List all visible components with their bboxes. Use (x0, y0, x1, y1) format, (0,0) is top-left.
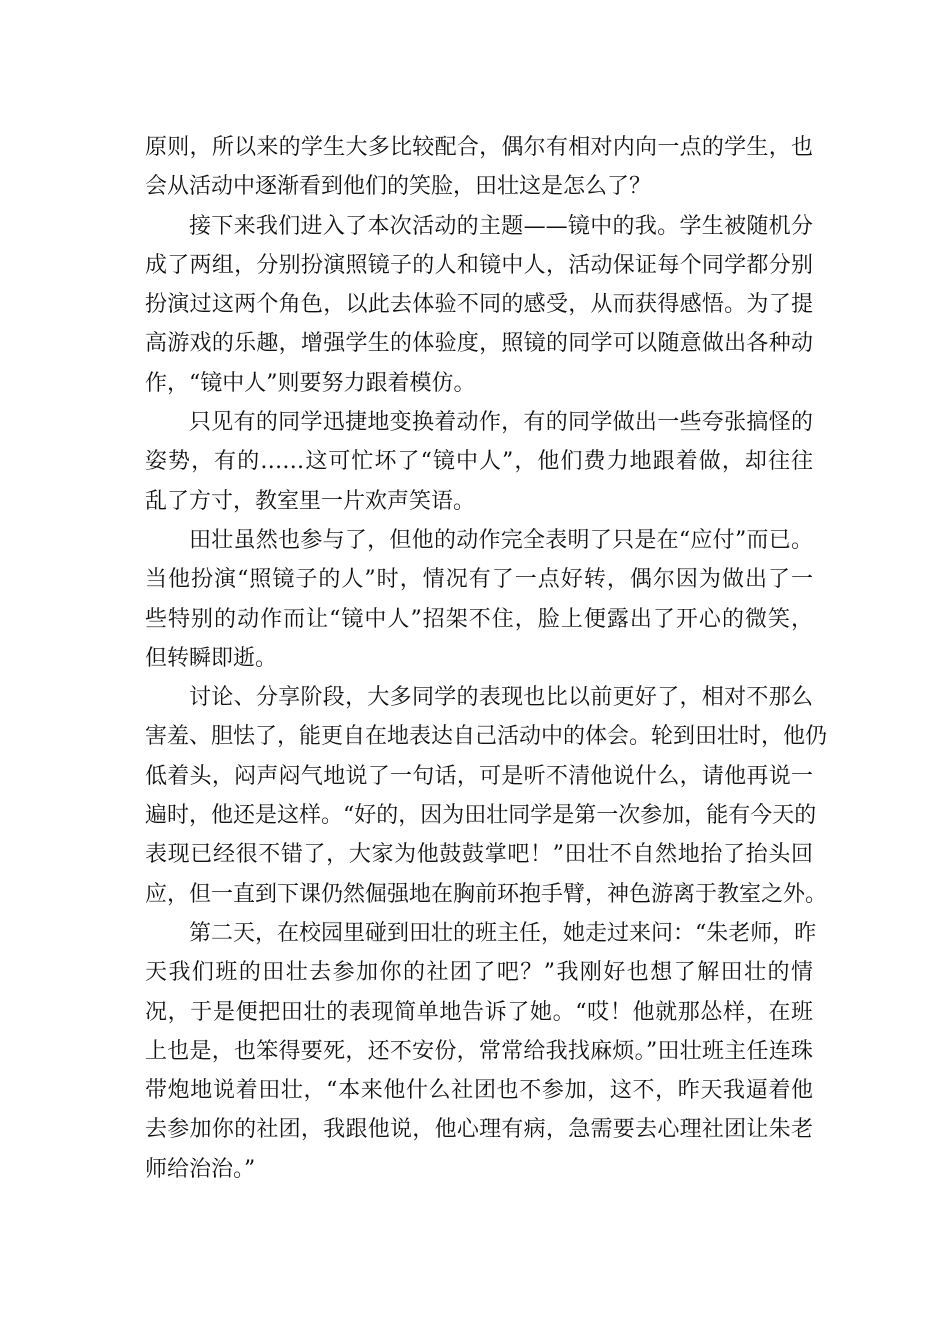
text-line: 况，于是便把田壮的表现简单地告诉了她。“哎！他就那怂样，在班 (145, 999, 813, 1025)
text-line: 只见有的同学迅捷地变换着动作，有的同学做出一些夸张搞怪的 (189, 410, 813, 436)
text-line: 作，“镜中人”则要努力跟着模仿。 (145, 370, 476, 396)
text-line: 遍时，他还是这样。“好的，因为田壮同学是第一次参加，能有今天的 (145, 803, 817, 829)
text-line: 扮演过这两个角色，以此去体验不同的感受，从而获得感悟。为了提 (145, 292, 813, 318)
text-line: 带炮地说着田壮，“本来他什么社团也不参加，这不，昨天我逼着他 (145, 1078, 813, 1104)
text-line: 害羞、胆怯了，能更自在地表达自己活动中的体会。轮到田壮时，他仍 (145, 724, 828, 750)
text-line: 成了两组，分别扮演照镜子的人和镜中人，活动保证每个同学都分别 (145, 252, 813, 278)
text-line: 师给治治。” (145, 1156, 256, 1182)
text-line: 低着头，闷声闷气地说了一句话，可是听不清他说什么，请他再说一 (145, 763, 813, 789)
text-line: 当他扮演“照镜子的人”时，情况有了一点好转，偶尔因为做出了一 (145, 567, 813, 593)
text-line: 原则，所以来的学生大多比较配合，偶尔有相对内向一点的学生，也 (145, 135, 813, 160)
text-line: 接下来我们进入了本次活动的主题——镜中的我。学生被随机分 (189, 213, 813, 239)
text-line: 应，但一直到下课仍然倔强地在胸前环抱手臂，神色游离于教室之外。 (145, 881, 828, 907)
text-line: 高游戏的乐趣，增强学生的体验度，照镜的同学可以随意做出各种动 (145, 331, 813, 357)
text-line: 表现已经很不错了，大家为他鼓鼓掌吧！”田壮不自然地抬了抬头回 (145, 842, 813, 868)
text-line: 天我们班的田壮去参加你的社团了吧？”我刚好也想了解田壮的情 (145, 960, 813, 986)
text-line: 但转瞬即逝。 (145, 645, 278, 671)
text-line: 上也是，也笨得要死，还不安份，常常给我找麻烦。”田壮班主任连珠 (145, 1038, 813, 1064)
text-line: 会从活动中逐渐看到他们的笑脸，田壮这是怎么了？ (145, 174, 652, 200)
text-line: 讨论、分享阶段，大多同学的表现也比以前更好了，相对不那么 (189, 685, 813, 711)
text-line: 去参加你的社团，我跟他说，他心理有病，急需要去心理社团让朱老 (145, 1117, 813, 1143)
text-line: 乱了方寸，教室里一片欢声笑语。 (145, 488, 476, 514)
text-line: 田壮虽然也参与了，但他的动作完全表明了只是在“应付”而已。 (189, 527, 813, 553)
text-line: 第二天，在校园里碰到田壮的班主任，她走过来问：“朱老师，昨 (189, 920, 817, 946)
text-line: 些特别的动作而让“镜中人”招架不住，脸上便露出了开心的微笑， (145, 606, 813, 632)
article-body (145, 128, 828, 1189)
text-line: 姿势，有的……这可忙坏了“镜中人”，他们费力地跟着做，却往往 (145, 449, 813, 475)
